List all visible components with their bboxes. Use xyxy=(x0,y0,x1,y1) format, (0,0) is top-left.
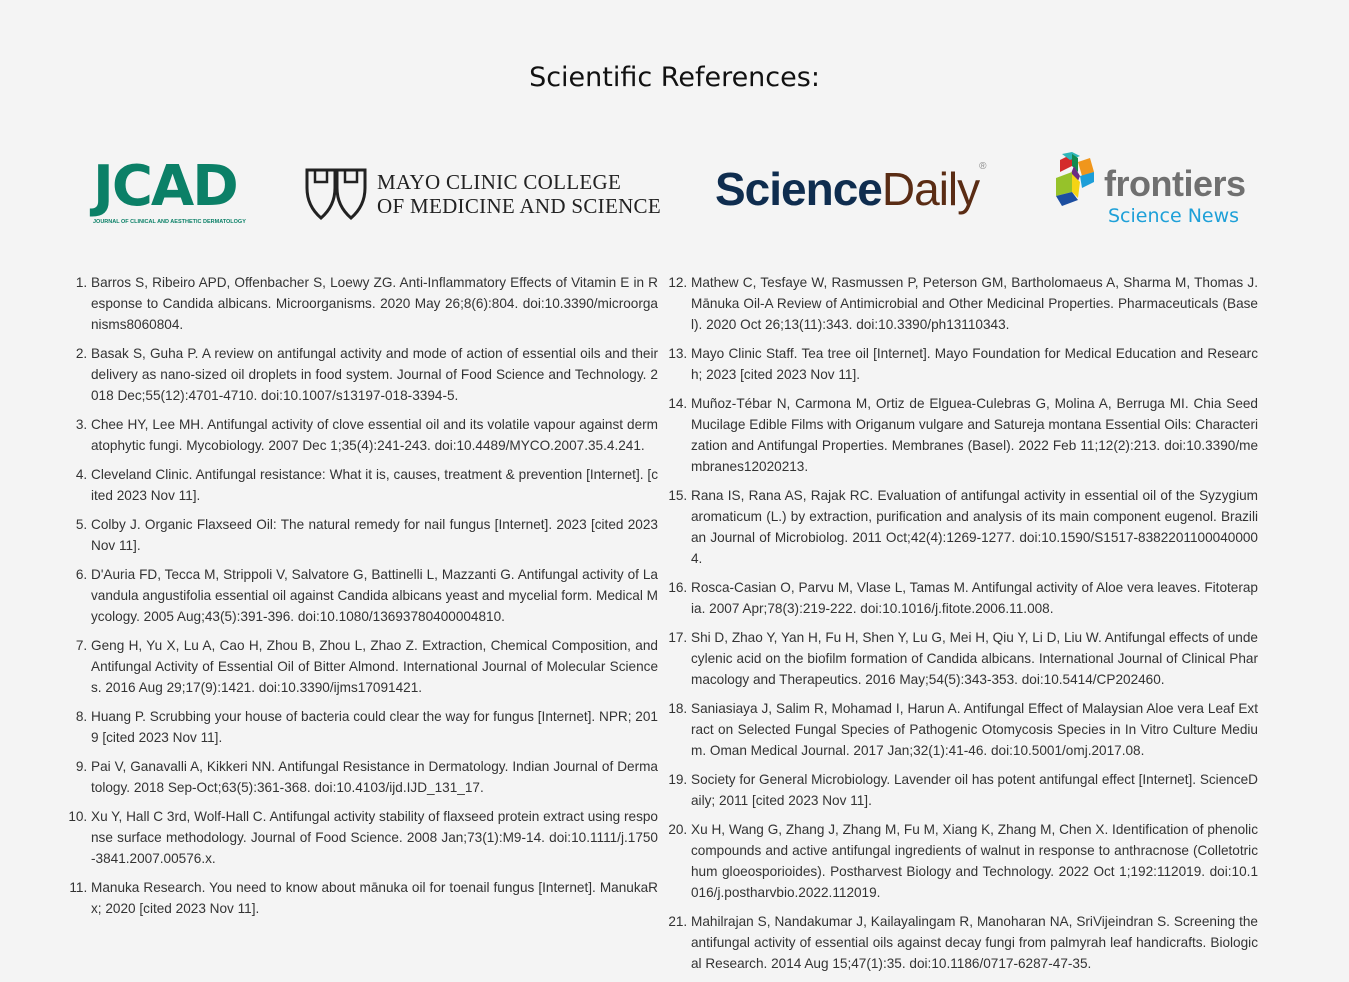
reference-text: Rana IS, Rana AS, Rajak RC. Evaluation of antifungal activity in essential oil of the Syzygium aromaticum (L.) by extraction, purification and analysis of its main component eugenol. Brazilian Journal of Microbiolog. 2011 Oct;42(4):1269-1277. doi:10.1590/S1517-83822011000400004. xyxy=(691,488,1258,566)
reference-number: 12. xyxy=(668,275,691,290)
reference-text: Muñoz-Tébar N, Carmona M, Ortiz de Elguea-Culebras G, Molina A, Berruga MI. Chia Seed Mucilage Edible Films with Origanum vulgare and Satureja montana Essential Oils: Characterization and Antifungal Properties. Membranes (Basel). 2022 Feb 11;12(2):213. doi:10.3390/membranes12020213. xyxy=(691,396,1258,474)
reference-number: 15. xyxy=(668,488,691,503)
jcad-logo-name: JCAD xyxy=(93,154,237,219)
reference-item xyxy=(68,414,658,456)
reference-number: 4. xyxy=(75,467,91,482)
reference-number: 19. xyxy=(668,772,691,787)
registered-mark: ® xyxy=(979,161,986,172)
mayo-shield-icon xyxy=(305,168,367,220)
page-title: Scientific References: xyxy=(529,62,820,93)
reference-number: 16. xyxy=(668,580,691,595)
reference-item xyxy=(668,485,1258,569)
reference-item xyxy=(68,272,658,335)
reference-number: 13. xyxy=(668,346,691,361)
reference-text: Xu H, Wang G, Zhang J, Zhang M, Fu M, Xiang K, Zhang M, Chen X. Identification of phenolic compounds and active antifungal ingredients of walnut in response to anthracnose (Colletotrichum gloeosporioides). Postharvest Biology and Technology. 2022 Oct 1;192:112019. doi:10.1016/j.postharvbio.2022.112019. xyxy=(691,822,1258,900)
reference-text: Shi D, Zhao Y, Yan H, Fu H, Shen Y, Lu G, Mei H, Qiu Y, Li D, Liu W. Antifungal effects of undecylenic acid on the biofilm formation of Candida albicans. International Journal of Clinical Pharmacology and Therapeutics. 2016 May;54(5):343-353. doi:10.5414/CP202460. xyxy=(691,630,1258,687)
reference-text: Cleveland Clinic. Antifungal resistance: What it is, causes, treatment & prevention [Internet]. [cited 2023 Nov 11]. xyxy=(91,467,658,503)
sciencedaily-logo-part1: Science xyxy=(715,163,882,215)
reference-text: Mahilrajan S, Nandakumar J, Kailayalingam R, Manoharan NA, SriVijeindran S. Screening the antifungal activity of essential oils against decay fungi from palmyrah leaf handicrafts. Biological Research. 2014 Aug 15;47(1):35. doi:10.1186/0717-6287-47-35. xyxy=(691,914,1258,971)
reference-number: 18. xyxy=(668,701,691,716)
reference-number: 14. xyxy=(668,396,691,411)
reference-text: Basak S, Guha P. A review on antifungal activity and mode of action of essential oils and their delivery as nano-sized oil droplets in food system. Journal of Food Science and Technology. 2018 Dec;55(12):4701-4710. doi:10.1007/s13197-018-3394-5. xyxy=(91,346,658,403)
reference-number: 5. xyxy=(75,517,91,532)
reference-item xyxy=(68,564,658,627)
reference-text: Colby J. Organic Flaxseed Oil: The natural remedy for nail fungus [Internet]. 2023 [cited 2023 Nov 11]. xyxy=(91,517,658,553)
reference-item xyxy=(68,877,658,919)
reference-item xyxy=(668,819,1258,903)
reference-text: Geng H, Yu X, Lu A, Cao H, Zhou B, Zhou L, Zhao Z. Extraction, Chemical Composition, and Antifungal Activity of Essential Oil of Bitter Almond. International Journal of Molecular Sciences. 2016 Aug 29;17(9):1421. doi:10.3390/ijms17091421. xyxy=(91,638,658,695)
reference-item xyxy=(668,911,1258,974)
frontiers-cubes-icon xyxy=(1054,152,1102,210)
reference-number: 20. xyxy=(668,822,691,837)
reference-text: Rosca-Casian O, Parvu M, Vlase L, Tamas M. Antifungal activity of Aloe vera leaves. Fitoterapia. 2007 Apr;78(3):219-222. doi:10.1016/j.fitote.2006.11.008. xyxy=(691,580,1258,616)
reference-number: 21. xyxy=(668,914,691,929)
reference-item xyxy=(68,464,658,506)
reference-item xyxy=(68,806,658,869)
reference-text: Society for General Microbiology. Lavender oil has potent antifungal effect [Internet]. ScienceDaily; 2011 [cited 2023 Nov 11]. xyxy=(691,772,1258,808)
reference-item xyxy=(668,393,1258,477)
reference-item xyxy=(668,627,1258,690)
reference-number: 1. xyxy=(75,275,91,290)
reference-number: 3. xyxy=(75,417,91,432)
reference-number: 6. xyxy=(75,567,91,582)
reference-text: Barros S, Ribeiro APD, Offenbacher S, Loewy ZG. Anti-Inflammatory Effects of Vitamin E in Response to Candida albicans. Microorganisms. 2020 May 26;8(6):804. doi:10.3390/microorganisms8060804. xyxy=(91,275,658,332)
reference-item xyxy=(668,698,1258,761)
references-right-column xyxy=(668,272,1258,982)
reference-number: 7. xyxy=(75,638,91,653)
jcad-logo-subtitle: JOURNAL OF CLINICAL AND AESTHETIC DERMATOLOGY xyxy=(93,219,246,225)
reference-item xyxy=(68,756,658,798)
reference-number: 2. xyxy=(75,346,91,361)
references-left-column xyxy=(68,272,658,927)
reference-text: Manuka Research. You need to know about mānuka oil for toenail fungus [Internet]. ManukaRx; 2020 [cited 2023 Nov 11]. xyxy=(91,880,658,916)
frontiers-logo-sub: Science News xyxy=(1108,205,1240,227)
reference-number: 11. xyxy=(69,880,91,895)
sciencedaily-logo xyxy=(715,162,986,216)
reference-text: Saniasiaya J, Salim R, Mohamad I, Harun A. Antifungal Effect of Malaysian Aloe vera Leaf Extract on Selected Fungal Species of Pathogenic Otomycosis Species in In Vitro Culture Medium. Oman Medical Journal. 2017 Jan;32(1):41-46. doi:10.5001/omj.2017.08. xyxy=(691,701,1258,758)
reference-text: Mathew C, Tesfaye W, Rasmussen P, Peterson GM, Bartholomaeus A, Sharma M, Thomas J. Mānuka Oil-A Review of Antimicrobial and Other Medicinal Properties. Pharmaceuticals (Basel). 2020 Oct 26;13(11):343. doi:10.3390/ph13110343. xyxy=(691,275,1258,332)
reference-number: 10. xyxy=(68,809,91,824)
reference-text: Mayo Clinic Staff. Tea tree oil [Internet]. Mayo Foundation for Medical Education and Research; 2023 [cited 2023 Nov 11]. xyxy=(691,346,1258,382)
frontiers-logo-name: frontiers xyxy=(1104,163,1246,204)
reference-item xyxy=(68,514,658,556)
reference-text: Xu Y, Hall C 3rd, Wolf-Hall C. Antifungal activity stability of flaxseed protein extract using response surface methodology. Journal of Food Science. 2008 Jan;73(1):M9-14. doi:10.1111/j.1750-3841.2007.00576.x. xyxy=(91,809,658,866)
mayo-logo-line2: OF MEDICINE AND SCIENCE xyxy=(377,194,661,218)
reference-item xyxy=(68,706,658,748)
reference-item xyxy=(668,343,1258,385)
reference-number: 8. xyxy=(75,709,91,724)
sciencedaily-logo-part2: Daily xyxy=(881,163,980,215)
reference-item xyxy=(668,272,1258,335)
reference-text: Pai V, Ganavalli A, Kikkeri NN. Antifungal Resistance in Dermatology. Indian Journal of Dermatology. 2018 Sep-Oct;63(5):361-368. doi:10.4103/ijd.IJD_131_17. xyxy=(91,759,658,795)
frontiers-logo xyxy=(1054,152,1246,228)
reference-item xyxy=(68,343,658,406)
reference-item xyxy=(68,635,658,698)
reference-text: D'Auria FD, Tecca M, Strippoli V, Salvatore G, Battinelli L, Mazzanti G. Antifungal activity of Lavandula angustifolia essential oil against Candida albicans yeast and mycelial form. Medical Mycology. 2005 Aug;43(5):391-396. doi:10.1080/13693780400004810. xyxy=(91,567,658,624)
reference-text: Chee HY, Lee MH. Antifungal activity of clove essential oil and its volatile vapour against dermatophytic fungi. Mycobiology. 2007 Dec 1;35(4):241-243. doi:10.4489/MYCO.2007.35.4.241. xyxy=(91,417,658,453)
reference-number: 9. xyxy=(75,759,91,774)
jcad-logo xyxy=(93,156,255,226)
reference-item xyxy=(668,577,1258,619)
mayo-logo-line1: MAYO CLINIC COLLEGE xyxy=(377,170,622,194)
mayo-clinic-logo xyxy=(305,168,661,220)
reference-item xyxy=(668,769,1258,811)
reference-number: 17. xyxy=(668,630,691,645)
reference-text: Huang P. Scrubbing your house of bacteria could clear the way for fungus [Internet]. NPR; 2019 [cited 2023 Nov 11]. xyxy=(91,709,658,745)
